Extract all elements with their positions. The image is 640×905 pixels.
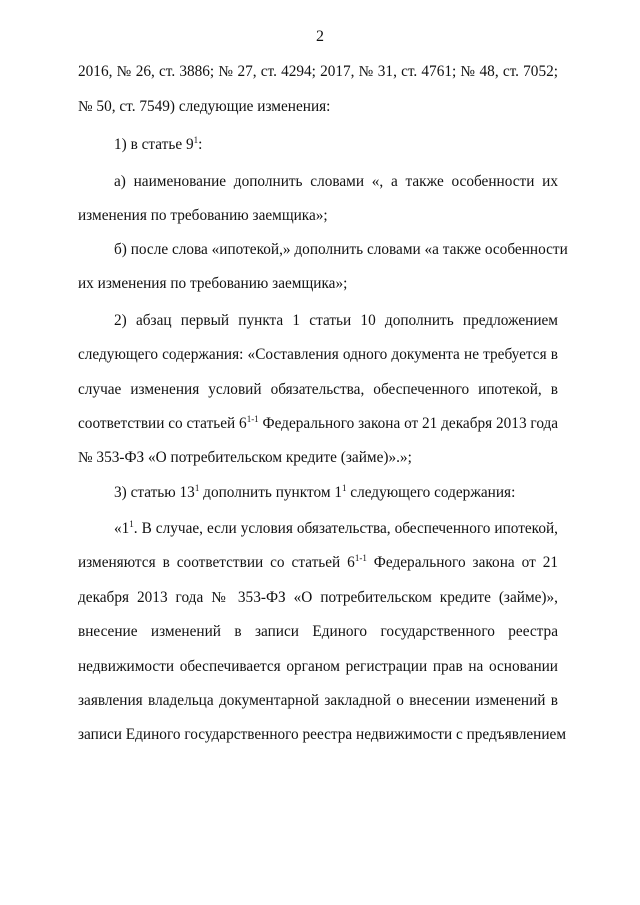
text-segment: 3) статью 13: [114, 484, 195, 501]
superscript: 1-1: [354, 553, 367, 563]
text-segment: соответствии со статьей 6: [78, 415, 247, 432]
text-segment: 2016, № 26, ст. 3886; № 27, ст. 4294; 2017, № 31, ст. 4761; № 48, ст. 7052;: [78, 63, 558, 80]
text-segment: изменения по требованию заемщика»;: [78, 207, 328, 224]
text-line: [78, 62, 558, 82]
text-line: [78, 691, 558, 711]
page-number: 2: [316, 28, 324, 45]
superscript: 1: [129, 519, 134, 529]
text-line: [114, 519, 558, 539]
text-segment: «1: [114, 520, 130, 537]
text-segment: № 50, ст. 7549) следующие изменения:: [78, 98, 331, 115]
text-segment: их изменения по требованию заемщика»;: [78, 275, 348, 292]
text-line: [78, 206, 558, 226]
text-segment: заявления владельца документарной закладной о внесении изменений в: [78, 692, 558, 709]
text-segment: дополнить пунктом 1: [199, 484, 342, 501]
text-segment: Федерального закона от 21 декабря 2013 года: [258, 415, 559, 432]
text-line: [78, 588, 558, 608]
superscript: 1: [194, 483, 200, 493]
text-segment: изменяются в соответствии со статьей 6: [78, 554, 355, 571]
text-segment: 2) абзац первый пункта 1 статьи 10 дополнить предложением: [114, 312, 558, 329]
text-segment: декабря 2013 года № 353-ФЗ «О потребительском кредите (займе)»,: [78, 589, 558, 606]
text-line: [114, 483, 558, 503]
text-segment: Федерального закона от 21: [366, 554, 559, 571]
text-segment: 1) в статье 9: [114, 136, 194, 153]
superscript: 1-1: [246, 414, 259, 424]
text-line: [78, 622, 558, 642]
text-segment: следующего содержания: «Составления одного документа не требуется в: [78, 346, 558, 363]
text-segment: недвижимости обеспечивается органом регистрации прав на основании: [78, 658, 558, 675]
text-segment: :: [198, 136, 203, 153]
text-line: [78, 380, 558, 400]
text-segment: следующего содержания:: [346, 484, 516, 501]
text-line: [78, 274, 558, 294]
text-segment: . В случае, если условия обязательства, обеспеченного ипотекой,: [133, 520, 558, 537]
text-line: [78, 725, 567, 745]
text-segment: б) после слова «ипотекой,» дополнить словами «а также особенности: [114, 241, 568, 258]
text-line: [78, 448, 558, 468]
text-segment: а) наименование дополнить словами «, а также особенности их: [114, 173, 558, 190]
text-line: [114, 135, 558, 155]
text-segment: записи Единого государственного реестра недвижимости с предъявлением: [78, 726, 567, 743]
text-line: [78, 97, 558, 117]
text-line: [78, 414, 558, 434]
superscript: 1: [341, 483, 347, 493]
text-line: [114, 172, 558, 192]
superscript: 1: [193, 135, 199, 145]
text-segment: случае изменения условий обязательства, обеспеченного ипотекой, в: [78, 381, 558, 398]
text-line: [114, 240, 568, 260]
text-line: [78, 345, 558, 365]
text-line: [114, 311, 558, 331]
text-line: [78, 657, 558, 677]
text-segment: № 353-ФЗ «О потребительском кредите (займе)».»;: [78, 449, 412, 466]
text-line: [78, 553, 558, 573]
text-segment: внесение изменений в записи Единого государственного реестра: [78, 623, 558, 640]
